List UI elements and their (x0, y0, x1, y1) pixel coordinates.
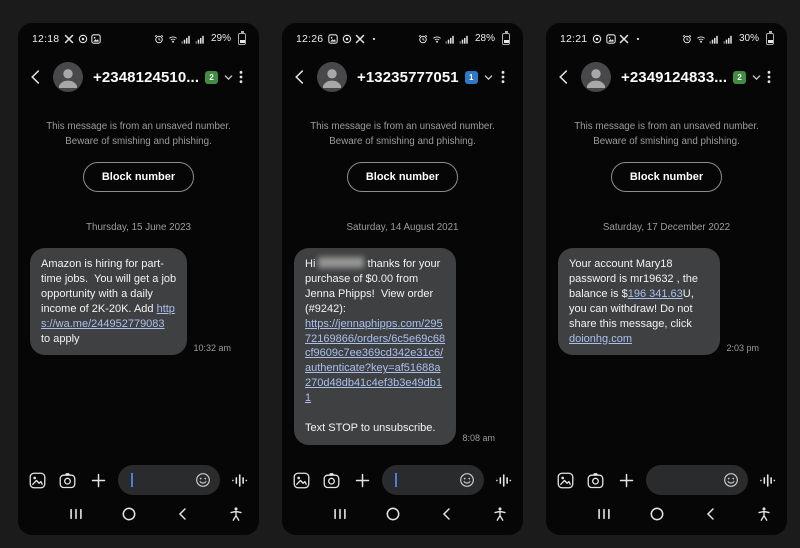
signal-icon (181, 34, 191, 44)
status-right-icons (154, 34, 205, 44)
alarm-icon (418, 34, 428, 44)
status-left-icons (328, 34, 379, 44)
battery-fill (768, 40, 773, 43)
status-time: 12:26 (296, 32, 324, 45)
status-left (296, 33, 379, 45)
status-right (154, 33, 246, 45)
accessibility-icon[interactable] (756, 506, 772, 522)
unsaved-number-warning: This message is from an unsaved number. Beware of smishing and phishing. (574, 121, 759, 147)
chevron-down-icon[interactable] (751, 72, 762, 83)
home-icon[interactable] (385, 506, 401, 522)
text-cursor (395, 473, 397, 487)
status-left (560, 33, 643, 45)
battery-fill (504, 40, 509, 43)
camera-icon[interactable] (59, 472, 76, 489)
status-right (418, 33, 510, 45)
message-input[interactable] (118, 465, 220, 495)
add-attachment-icon[interactable] (355, 473, 370, 488)
redacted-name (318, 257, 364, 268)
contact-number[interactable]: +2348124510... (93, 68, 200, 86)
back-icon[interactable] (27, 68, 45, 86)
message-timestamp: 8:08 am (462, 432, 495, 443)
message-timestamp: 10:32 am (193, 343, 231, 354)
status-left-icons (64, 34, 101, 44)
unread-count-badge: 2 (205, 71, 218, 84)
gallery-icon[interactable] (29, 472, 46, 489)
date-separator: Saturday, 17 December 2022 (602, 222, 731, 234)
status-bar (282, 23, 523, 45)
phone-panel (18, 23, 259, 535)
message-link[interactable]: doionhg.com (569, 332, 632, 345)
avatar[interactable] (53, 62, 83, 92)
x-icon (619, 34, 629, 44)
signal-icon (723, 34, 733, 44)
camera-icon[interactable] (587, 472, 604, 489)
battery-icon (502, 33, 510, 45)
accessibility-icon[interactable] (228, 506, 244, 522)
x-icon (64, 34, 74, 44)
chevron-down-icon[interactable] (483, 72, 494, 83)
status-time: 12:21 (560, 32, 588, 45)
back-nav-icon[interactable] (703, 506, 719, 522)
add-attachment-icon[interactable] (91, 473, 106, 488)
status-right-icons (418, 34, 469, 44)
avatar[interactable] (317, 62, 347, 92)
message-input[interactable] (646, 465, 748, 495)
circle-icon (592, 34, 602, 44)
home-icon[interactable] (121, 506, 137, 522)
x-icon (355, 34, 365, 44)
battery-percent: 29% (210, 33, 231, 44)
compose-bar (282, 465, 523, 495)
battery-icon (766, 33, 774, 45)
back-nav-icon[interactable] (439, 506, 455, 522)
message-row (18, 248, 259, 355)
more-options-icon[interactable] (496, 70, 510, 84)
compose-bar (546, 465, 787, 495)
message-row (282, 248, 523, 444)
avatar[interactable] (581, 62, 611, 92)
alarm-icon (682, 34, 692, 44)
unsaved-number-warning: This message is from an unsaved number. Beware of smishing and phishing. (46, 121, 231, 147)
home-icon[interactable] (649, 506, 665, 522)
signal-icon (445, 34, 455, 44)
battery-percent: 30% (738, 33, 759, 44)
photos-icon (328, 34, 338, 44)
navigation-bar (282, 500, 523, 528)
message-text: Hi thanks for your purchase of $0.00 from Jenna Phipps! View order (#9242): https://jennaphipps.com/29572169866/orders/6c5e69c68cf9609c7ee369cd342e31c6/authenticate?key=af51688a270d48db41c4ef3b3e49db11 Text STOP to unsubscribe. (305, 258, 446, 434)
wifi-call-icon (432, 34, 442, 44)
emoji-icon[interactable] (195, 472, 211, 488)
status-right-icons (682, 34, 733, 44)
alarm-icon (154, 34, 164, 44)
voice-waveform-icon[interactable] (495, 472, 512, 489)
wifi-call-icon (696, 34, 706, 44)
battery-icon (238, 33, 246, 45)
message-bubble[interactable] (558, 248, 720, 355)
recents-icon[interactable] (332, 506, 348, 522)
text-cursor (131, 473, 133, 487)
block-number-button[interactable]: Block number (347, 162, 458, 192)
status-bar (18, 23, 259, 45)
message-text: Amazon is hiring for part-time jobs. You will get a job opportunity with a daily income of 2K-20K. Add https://wa.me/244952779083 to apply (41, 258, 180, 345)
back-icon[interactable] (291, 68, 309, 86)
dot-icon (633, 34, 643, 44)
unread-count-badge: 1 (465, 71, 478, 84)
date-separator: Thursday, 15 June 2023 (86, 222, 191, 234)
conversation-header (282, 61, 523, 93)
battery-percent: 28% (474, 33, 495, 44)
message-link[interactable]: https://wa.me/244952779083 (41, 302, 175, 330)
block-number-button[interactable]: Block number (611, 162, 722, 192)
unread-count-badge: 2 (733, 71, 746, 84)
photos-icon (606, 34, 616, 44)
contact-number[interactable]: +13235777051 (357, 68, 459, 86)
wifi-call-icon (168, 34, 178, 44)
message-text: Your account Mary18 password is mr19632 , the balance is $196 341.63U, you can withdraw! Do not share this message, click doionhg.com (569, 258, 702, 345)
photos-icon (91, 34, 101, 44)
message-input[interactable] (382, 465, 484, 495)
dot-icon (369, 34, 379, 44)
emoji-icon[interactable] (459, 472, 475, 488)
signal-icon (459, 34, 469, 44)
conversation-header (546, 61, 787, 93)
more-options-icon[interactable] (762, 70, 776, 84)
recents-icon[interactable] (68, 506, 84, 522)
block-number-button[interactable]: Block number (83, 162, 194, 192)
status-time: 12:18 (32, 32, 60, 45)
voice-waveform-icon[interactable] (759, 472, 776, 489)
circle-icon (342, 34, 352, 44)
compose-bar (18, 465, 259, 495)
message-row (546, 248, 787, 355)
add-attachment-icon[interactable] (619, 473, 634, 488)
contact-number[interactable]: +2349124833... (621, 68, 728, 86)
status-bar (546, 23, 787, 45)
gallery-icon[interactable] (293, 472, 310, 489)
status-left-icons (592, 34, 643, 44)
phone-panel (282, 23, 523, 535)
conversation-header (18, 61, 259, 93)
recents-icon[interactable] (596, 506, 612, 522)
emoji-icon[interactable] (723, 472, 739, 488)
message-link[interactable]: 196 341.63 (627, 288, 683, 301)
accessibility-icon[interactable] (492, 506, 508, 522)
navigation-bar (18, 500, 259, 528)
message-bubble[interactable] (30, 248, 187, 355)
chevron-down-icon[interactable] (223, 72, 234, 83)
voice-waveform-icon[interactable] (231, 472, 248, 489)
message-timestamp: 2:03 pm (726, 343, 759, 354)
date-separator: Saturday, 14 August 2021 (346, 222, 459, 234)
message-bubble[interactable] (294, 248, 456, 444)
phone-panel (546, 23, 787, 535)
more-options-icon[interactable] (234, 70, 248, 84)
navigation-bar (546, 500, 787, 528)
status-right (682, 33, 774, 45)
battery-fill (240, 40, 245, 43)
status-left (32, 33, 101, 45)
circle-icon (78, 34, 88, 44)
gallery-icon[interactable] (557, 472, 574, 489)
message-link[interactable]: https://jennaphipps.com/29572169866/orders/6c5e69c68cf9609c7ee369cd342e31c6/authenticate?key=af51688a270d48db41c4ef3b3e49db11 (305, 317, 446, 404)
unsaved-number-warning: This message is from an unsaved number. Beware of smishing and phishing. (310, 121, 495, 147)
back-icon[interactable] (555, 68, 573, 86)
signal-icon (709, 34, 719, 44)
back-nav-icon[interactable] (175, 506, 191, 522)
signal-icon (195, 34, 205, 44)
camera-icon[interactable] (323, 472, 340, 489)
